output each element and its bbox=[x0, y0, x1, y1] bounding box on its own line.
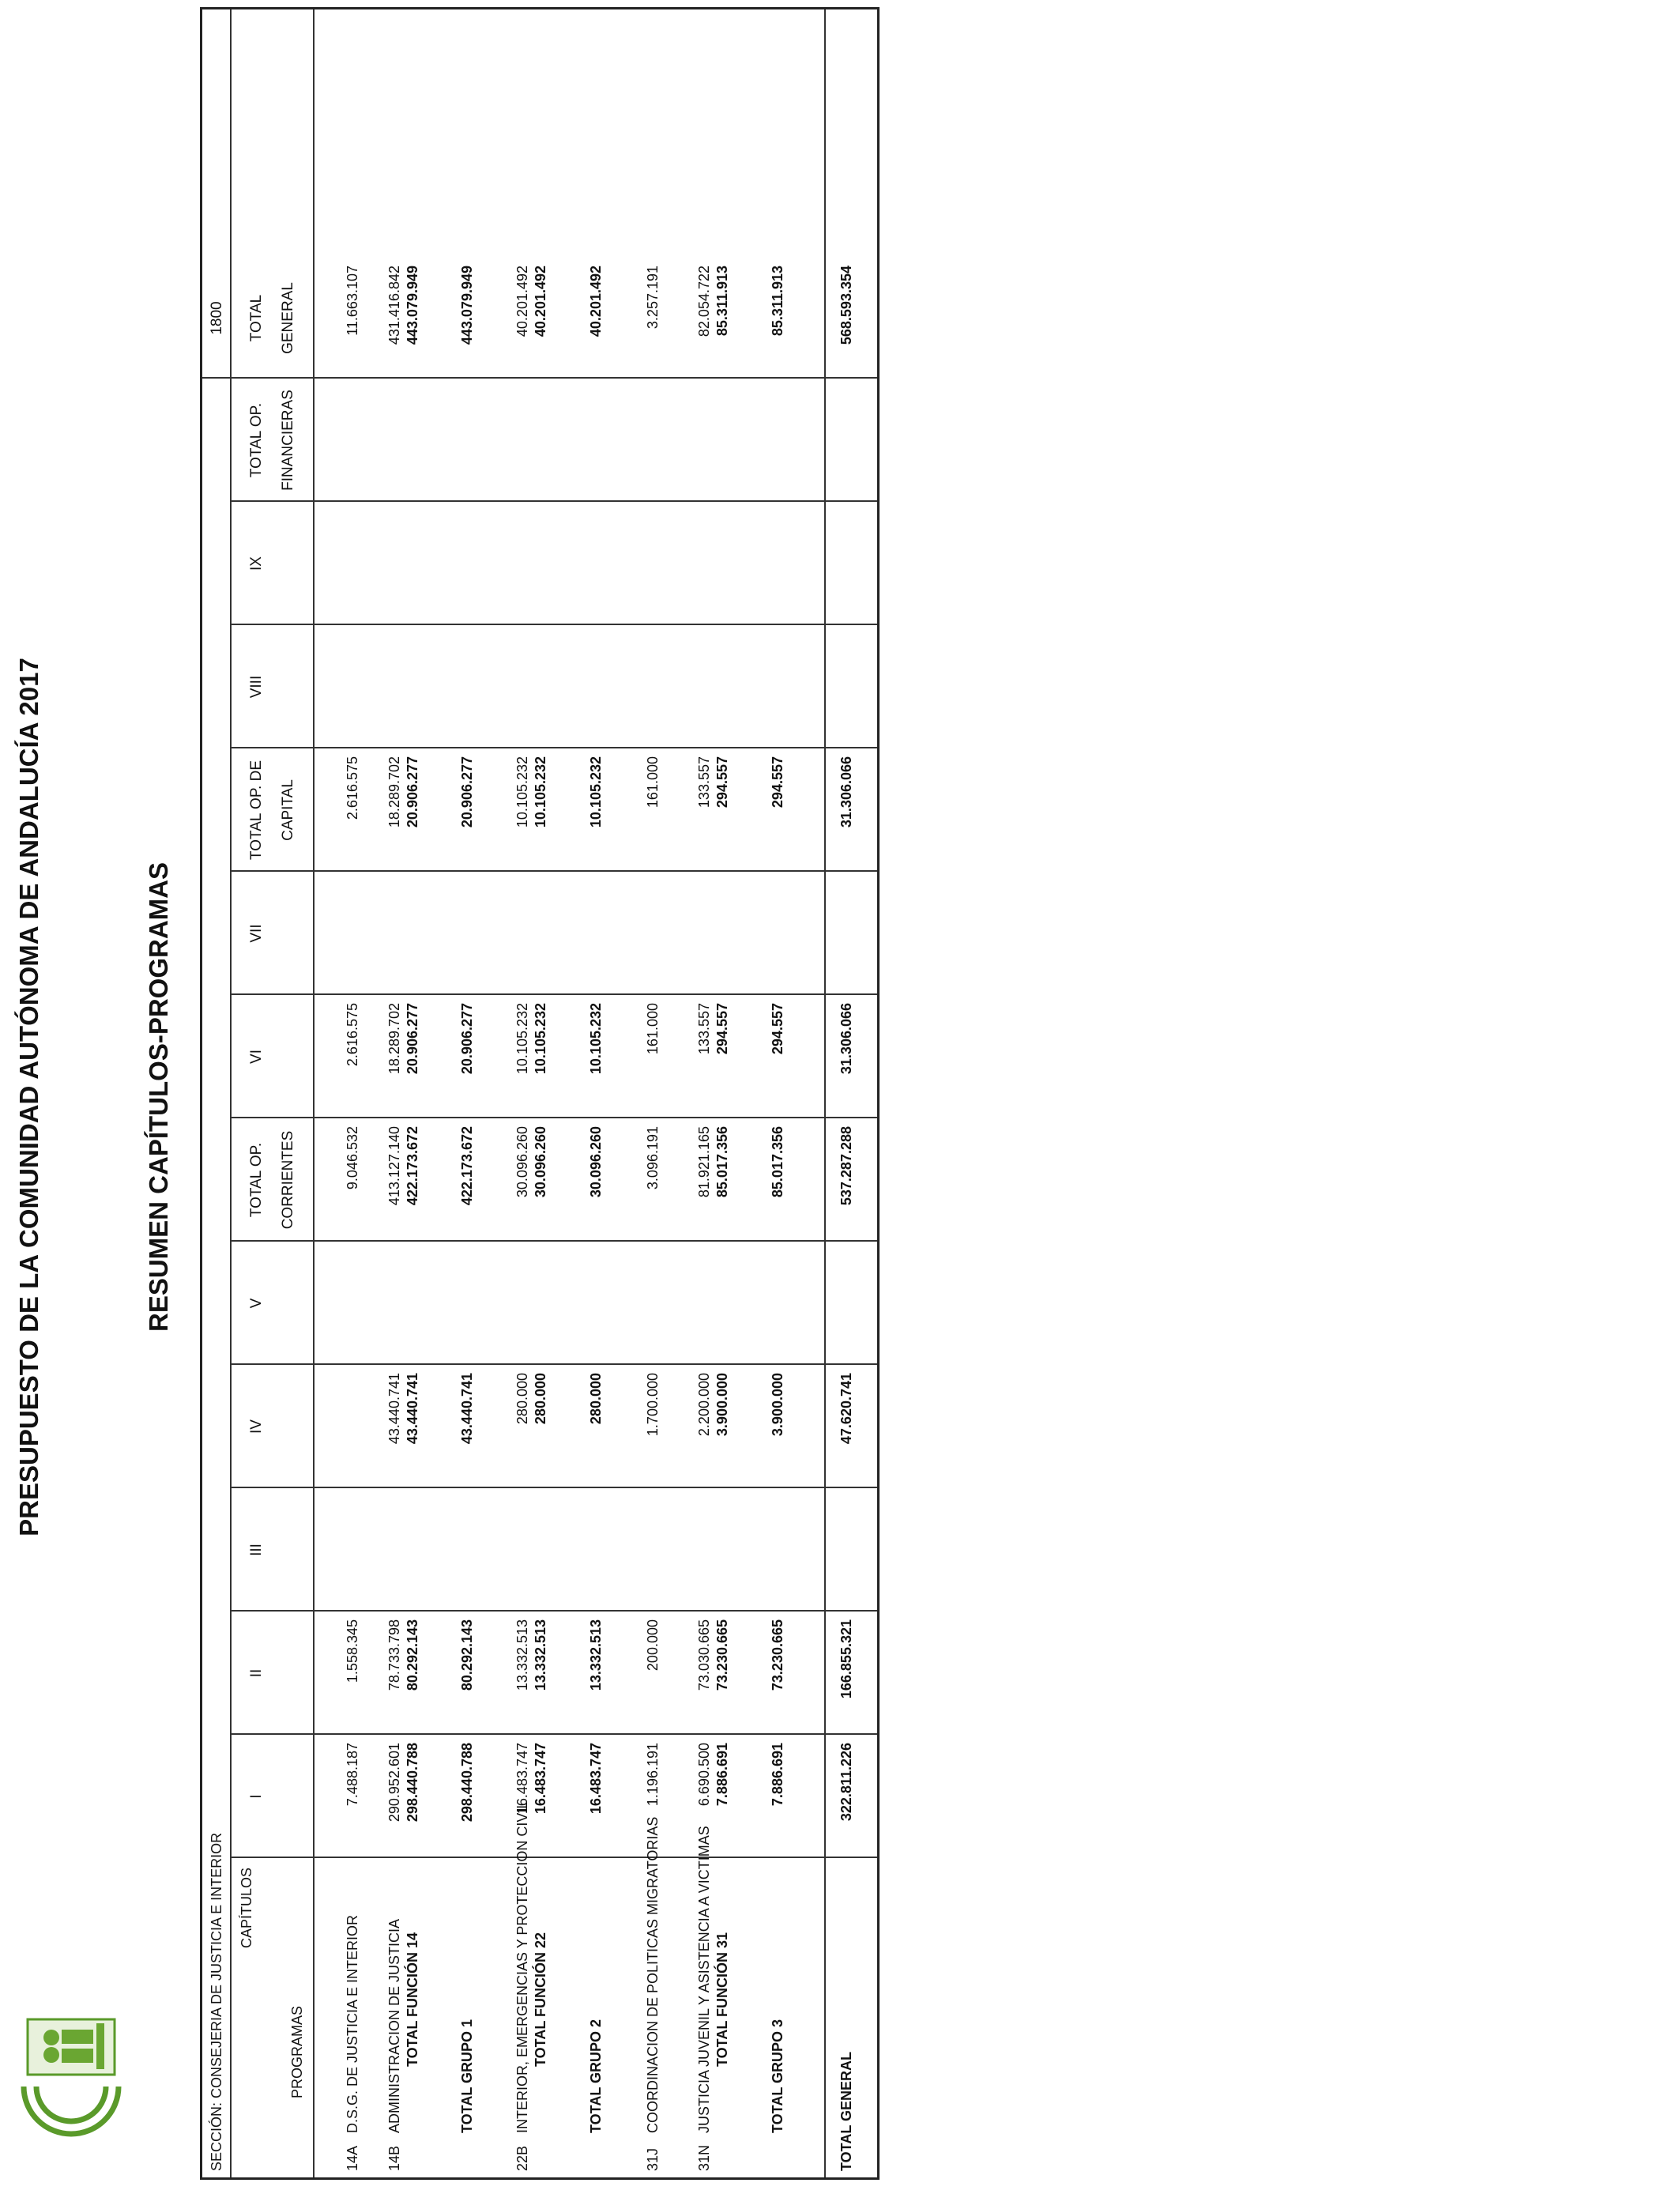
table-cell-value: 3.257.191 bbox=[645, 266, 661, 330]
table-cell-value: 133.557 bbox=[696, 756, 712, 809]
table-cell-value: 2.200.000 bbox=[696, 1373, 712, 1437]
table-cell-value: 1.558.345 bbox=[345, 1619, 360, 1683]
table-cell-value: 85.311.913 bbox=[714, 266, 730, 337]
table-cell-value: 73.230.665 bbox=[714, 1619, 730, 1691]
total-divider bbox=[824, 9, 826, 2177]
column-header-sub: FINANCIERAS bbox=[280, 390, 296, 491]
table-cell-value: 16.483.747 bbox=[514, 1743, 530, 1815]
table-cell-value: 40.201.492 bbox=[588, 266, 604, 337]
table-cell-value: 20.906.277 bbox=[405, 1003, 420, 1075]
table-cell-value: 43.440.741 bbox=[386, 1373, 402, 1445]
total-row-label: TOTAL GRUPO 1 bbox=[459, 2019, 475, 2133]
total-row-label: TOTAL FUNCIÓN 31 bbox=[714, 1932, 730, 2067]
program-code: 14A bbox=[345, 2145, 360, 2171]
table-cell-value: 10.105.232 bbox=[514, 756, 530, 828]
header-divider bbox=[313, 9, 315, 2177]
table-cell-value: 80.292.143 bbox=[405, 1619, 420, 1691]
table-cell-value: 9.046.532 bbox=[345, 1126, 360, 1190]
table-cell-value: 40.201.492 bbox=[533, 266, 548, 337]
table-cell-value: 298.440.788 bbox=[405, 1743, 420, 1823]
column-divider bbox=[230, 1610, 877, 1612]
table-cell-value: 78.733.798 bbox=[386, 1619, 402, 1691]
table-cell-value: 82.054.722 bbox=[696, 266, 712, 337]
table-cell-value: 13.332.513 bbox=[514, 1619, 530, 1691]
column-header: IV bbox=[248, 1419, 265, 1434]
column-header: VIII bbox=[248, 675, 265, 699]
table-cell-value: 85.311.913 bbox=[770, 266, 785, 337]
column-header: TOTAL OP. DE bbox=[248, 760, 265, 861]
table-cell-value: 43.440.741 bbox=[405, 1373, 420, 1445]
column-header: II bbox=[248, 1668, 265, 1678]
table-cell-value: 6.690.500 bbox=[696, 1743, 712, 1807]
column-header: TOTAL bbox=[248, 294, 265, 342]
table-cell-value: 16.483.747 bbox=[533, 1743, 548, 1815]
total-row-label: TOTAL FUNCIÓN 14 bbox=[405, 1932, 420, 2067]
table-cell-value: 294.557 bbox=[714, 1003, 730, 1055]
table-cell-value: 7.886.691 bbox=[770, 1743, 785, 1807]
table-cell-value: 280.000 bbox=[588, 1373, 604, 1425]
table-cell-value: 443.079.949 bbox=[459, 266, 475, 345]
total-row-label: TOTAL FUNCIÓN 22 bbox=[533, 1932, 548, 2067]
program-code: 31N bbox=[696, 2144, 712, 2171]
total-general-value: 166.855.321 bbox=[838, 1619, 854, 1699]
column-header-sub: GENERAL bbox=[280, 282, 296, 354]
table-cell-value: 20.906.277 bbox=[459, 1003, 475, 1075]
table-cell-value: 11.663.107 bbox=[345, 266, 360, 336]
total-general-value: 47.620.741 bbox=[838, 1373, 854, 1445]
total-general-value: 537.287.288 bbox=[838, 1126, 854, 1206]
table-cell-value: 13.332.513 bbox=[533, 1619, 548, 1691]
column-divider bbox=[230, 500, 877, 502]
table-cell-value: 81.921.165 bbox=[696, 1126, 712, 1198]
table-cell-value: 10.105.232 bbox=[514, 1003, 530, 1075]
table-cell-value: 20.906.277 bbox=[405, 756, 420, 828]
program-code: 31J bbox=[645, 2147, 661, 2171]
table-cell-value: 298.440.788 bbox=[459, 1743, 475, 1823]
column-header: IX bbox=[248, 556, 265, 571]
table-cell-value: 10.105.232 bbox=[533, 1003, 548, 1075]
table-cell-value: 73.030.665 bbox=[696, 1619, 712, 1691]
table-cell-value: 3.900.000 bbox=[714, 1373, 730, 1437]
column-header-sub: CAPITAL bbox=[280, 779, 296, 841]
table-cell-value: 1.196.191 bbox=[645, 1743, 661, 1807]
header-divider bbox=[230, 9, 232, 2177]
column-divider bbox=[230, 747, 877, 748]
table-cell-value: 30.096.260 bbox=[588, 1126, 604, 1198]
program-label: INTERIOR, EMERGENCIAS Y PROTECCION CIVIL bbox=[514, 1800, 530, 2133]
document-subtitle: RESUMEN CAPÍTULOS-PROGRAMAS bbox=[144, 861, 173, 1333]
column-divider bbox=[230, 624, 877, 625]
table-cell-value: 40.201.492 bbox=[514, 266, 530, 337]
table-cell-value: 2.616.575 bbox=[345, 756, 360, 820]
document-title: PRESUPUESTO DE LA COMUNIDAD AUTÓNOMA DE ANDALUCÍA 2017 bbox=[14, 658, 43, 1536]
table-cell-value: 413.127.140 bbox=[386, 1126, 402, 1206]
section-label: SECCIÓN: CONSEJERIA DE JUSTICIA E INTERIOR bbox=[209, 1832, 224, 2171]
table-cell-value: 13.332.513 bbox=[588, 1619, 604, 1691]
table-cell-value: 280.000 bbox=[533, 1373, 548, 1425]
total-general-label: TOTAL GENERAL bbox=[838, 2051, 854, 2171]
table-cell-value: 2.616.575 bbox=[345, 1003, 360, 1067]
table-cell-value: 7.886.691 bbox=[714, 1743, 730, 1807]
table-cell-value: 80.292.143 bbox=[459, 1619, 475, 1691]
programas-label: PROGRAMAS bbox=[289, 2005, 305, 2098]
program-code: 22B bbox=[514, 2145, 530, 2171]
table-cell-value: 18.289.702 bbox=[386, 1003, 402, 1075]
table-cell-value: 294.557 bbox=[714, 756, 730, 809]
column-header: V bbox=[248, 1298, 265, 1309]
program-label: ADMINISTRACION DE JUSTICIA bbox=[386, 1918, 402, 2133]
table-cell-value: 10.105.232 bbox=[588, 756, 604, 828]
table-cell-value: 10.105.232 bbox=[588, 1003, 604, 1075]
table-cell-value: 294.557 bbox=[770, 756, 785, 809]
table-cell-value: 85.017.356 bbox=[770, 1126, 785, 1198]
program-label: D.S.G. DE JUSTICIA E INTERIOR bbox=[345, 1914, 360, 2133]
table-cell-value: 7.488.187 bbox=[345, 1743, 360, 1807]
table-cell-value: 20.906.277 bbox=[459, 756, 475, 828]
total-general-value: 322.811.226 bbox=[838, 1743, 854, 1822]
table-cell-value: 422.173.672 bbox=[405, 1126, 420, 1206]
table-cell-value: 3.096.191 bbox=[645, 1126, 661, 1190]
column-header: TOTAL OP. bbox=[248, 1142, 265, 1218]
table-cell-value: 294.557 bbox=[770, 1003, 785, 1055]
program-label: COORDINACION DE POLITICAS MIGRATORIAS bbox=[645, 1816, 661, 2133]
total-general-value: 568.593.354 bbox=[838, 266, 854, 345]
table-cell-value: 73.230.665 bbox=[770, 1619, 785, 1691]
table-cell-value: 161.000 bbox=[645, 756, 661, 809]
table-cell-value: 290.952.601 bbox=[386, 1743, 402, 1823]
section-code: 1800 bbox=[209, 301, 225, 335]
table-cell-value: 1.700.000 bbox=[645, 1373, 661, 1437]
total-general-value: 31.306.066 bbox=[838, 756, 854, 828]
column-divider bbox=[230, 993, 877, 995]
table-cell-value: 43.440.741 bbox=[459, 1373, 475, 1445]
column-header-sub: CORRIENTES bbox=[280, 1130, 296, 1230]
total-row-label: TOTAL GRUPO 3 bbox=[770, 2019, 785, 2133]
table-cell-value: 85.017.356 bbox=[714, 1126, 730, 1198]
budget-table bbox=[200, 7, 880, 2180]
table-cell-value: 16.483.747 bbox=[588, 1743, 604, 1815]
program-label: JUSTICIA JUVENIL Y ASISTENCIA A VICTIMAS bbox=[696, 1826, 712, 2133]
column-header: III bbox=[248, 1544, 265, 1556]
capitulos-label: CAPÍTULOS bbox=[239, 1867, 254, 1948]
table-cell-value: 10.105.232 bbox=[533, 756, 548, 828]
table-cell-value: 30.096.260 bbox=[514, 1126, 530, 1198]
table-cell-value: 133.557 bbox=[696, 1003, 712, 1055]
table-cell-value: 3.900.000 bbox=[770, 1373, 785, 1437]
column-header: I bbox=[248, 1794, 265, 1799]
column-header: TOTAL OP. bbox=[248, 402, 265, 478]
table-cell-value: 431.416.842 bbox=[386, 266, 402, 345]
table-cell-value: 161.000 bbox=[645, 1003, 661, 1055]
column-header: VII bbox=[248, 924, 265, 943]
column-divider bbox=[230, 1363, 877, 1365]
table-cell-value: 280.000 bbox=[514, 1373, 530, 1425]
table-cell-value: 422.173.672 bbox=[459, 1126, 475, 1206]
table-cell-value: 200.000 bbox=[645, 1619, 661, 1672]
column-header: VI bbox=[248, 1050, 265, 1064]
total-general-value: 31.306.066 bbox=[838, 1003, 854, 1075]
table-cell-value: 18.289.702 bbox=[386, 756, 402, 828]
total-row-label: TOTAL GRUPO 2 bbox=[588, 2019, 604, 2133]
program-code: 14B bbox=[386, 2145, 402, 2171]
table-cell-value: 443.079.949 bbox=[405, 266, 420, 345]
table-cell-value: 30.096.260 bbox=[533, 1126, 548, 1198]
